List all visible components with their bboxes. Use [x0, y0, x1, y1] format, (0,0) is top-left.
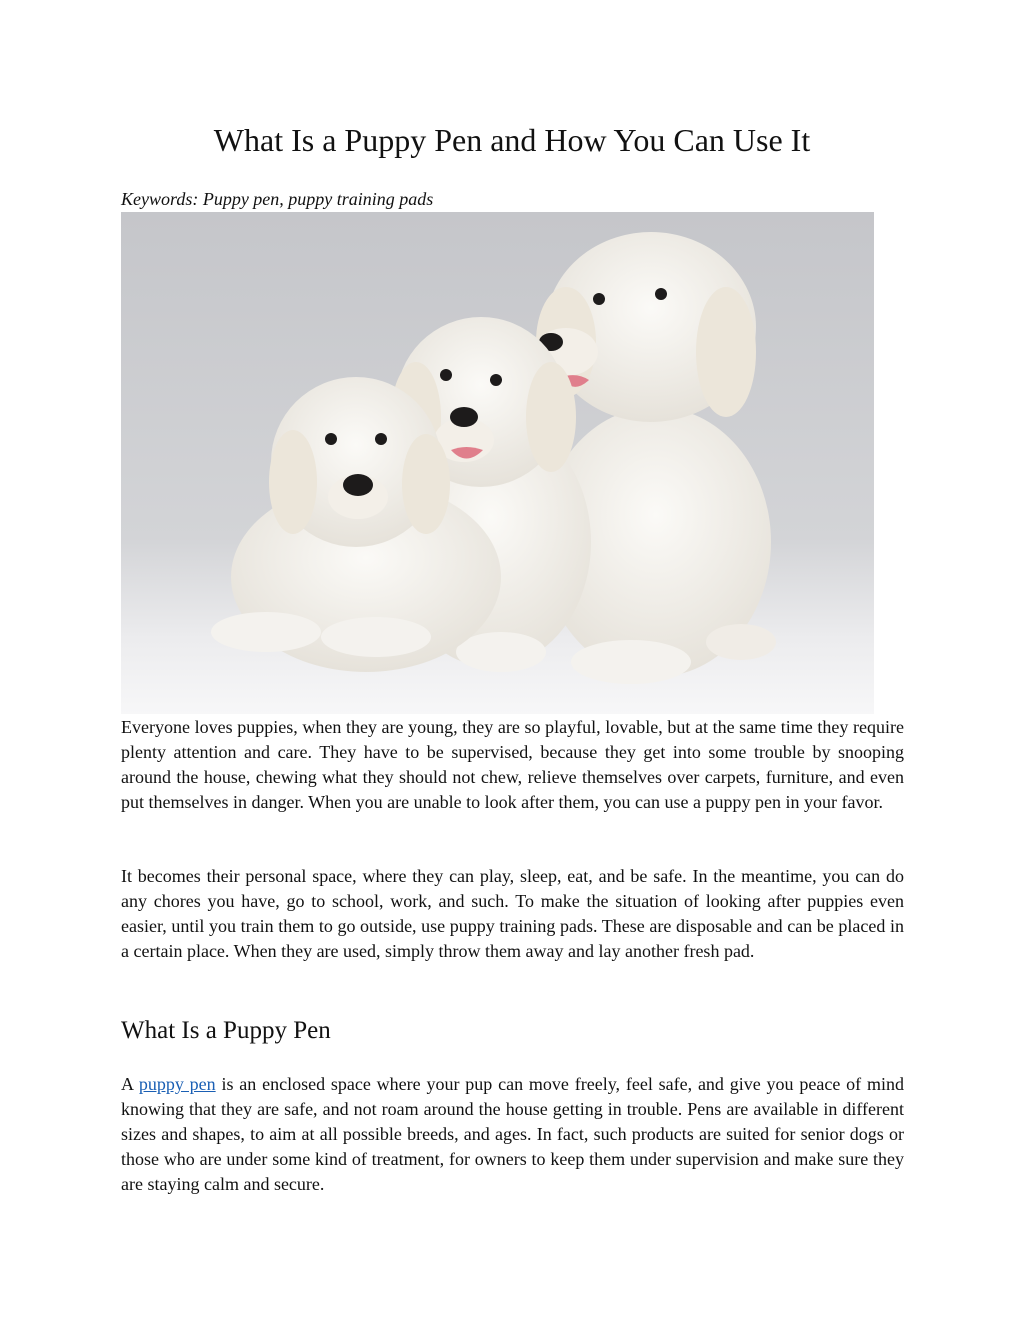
paragraph-prefix: A	[121, 1074, 139, 1094]
page-title: What Is a Puppy Pen and How You Can Use It	[213, 122, 811, 158]
puppies-photo	[121, 212, 874, 714]
training-pads-paragraph: It becomes their personal space, where they can play, sleep, eat, and be safe. In the meantime, you can do any chores you have, go to school, work, and such. To make the situation of looking after puppies even easier, until you train them to go outside, use puppy training pads. These are disposable and can be placed in a certain place. When they are used, simply throw them away and lay another fresh pad.	[121, 866, 904, 961]
puppy-pen-link[interactable]: puppy pen	[138, 1074, 216, 1094]
keywords-line: Keywords: Puppy pen, puppy training pads	[121, 189, 434, 209]
intro-paragraph: Everyone loves puppies, when they are young, they are so playful, lovable, but at the same time they require plenty attention and care. They have to be supervised, because they get into some trouble by snooping around the house, chewing what they should not chew, relieve themselves over carpets, furniture, and even put themselves in danger. When you are unable to look after them, you can use a puppy pen in your favor.	[121, 717, 904, 812]
section-heading: What Is a Puppy Pen	[121, 1017, 331, 1044]
puppy-pen-paragraph	[121, 1072, 904, 1197]
paragraph-suffix: is an enclosed space where your pup can move freely, feel safe, and give you peace of mind knowing that they are safe, and not roam around the house getting in trouble. Pens are available in different sizes and shapes, to aim at all possible breeds, and ages. In fact, such products are suited for senior dogs or those who are under some kind of treatment, for owners to keep them under supervision and make sure they are staying calm and secure.	[121, 1074, 904, 1194]
